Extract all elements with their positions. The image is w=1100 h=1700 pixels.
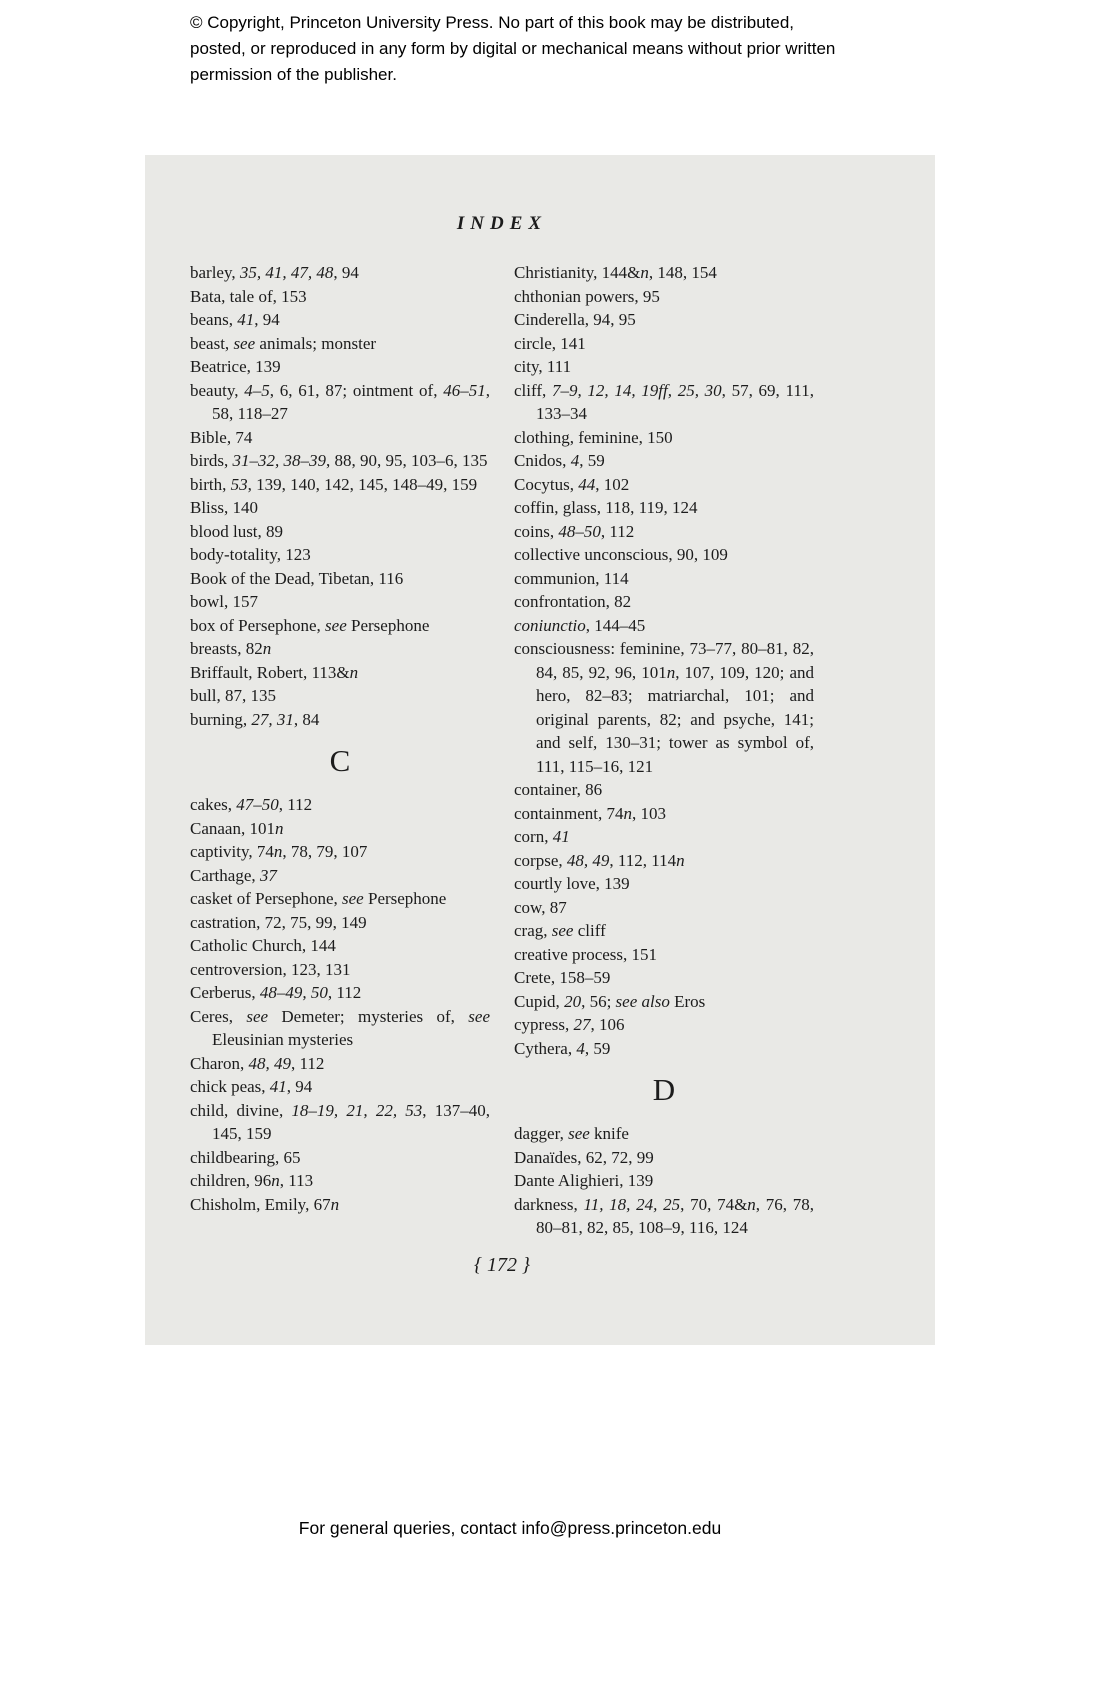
index-entry: burning, 27, 31, 84 [190,709,320,729]
index-entry: Cocytus, 44, 102 [514,474,630,494]
index-entry: containment, 74n, 103 [514,803,667,823]
index-entry: Cinderella, 94, 95 [514,310,636,329]
index-entry: dagger, see knife [514,1124,629,1143]
index-column-left [190,261,490,1240]
index-entry: Bible, 74 [190,427,253,447]
index-entry: Bliss, 140 [190,498,259,517]
index-entry: confrontation, 82 [514,592,632,611]
section-heading-d: D [652,1072,676,1107]
index-entry: Book of the Dead, Tibetan, 116 [190,568,404,588]
index-entry: beans, 41, 94 [190,310,280,329]
page-number: { 172 } [474,1253,530,1276]
index-entry: captivity, 74n, 78, 79, 107 [190,842,368,861]
index-entry: clothing, feminine, 150 [514,427,673,447]
index-entry: Beatrice, 139 [190,357,281,376]
index-entry: crag, see cliff [514,921,606,940]
index-entry: barley, 35, 41, 47, 48, 94 [190,263,359,282]
index-entry: bowl, 157 [190,592,258,611]
index-entry: Canaan, 101n [190,818,284,838]
index-columns [190,261,814,1240]
index-entry: blood lust, 89 [190,521,284,541]
index-entry: corpse, 48, 49, 112, 114n [514,850,685,870]
index-entry: Cnidos, 4, 59 [514,451,605,470]
index-entry: Dante Alighieri, 139 [514,1171,654,1190]
index-entry: Chisholm, Emily, 67n [190,1194,340,1214]
index-entry: cliff, 7–9, 12, 14, 19ff, 25, 30, 57, 69, 111, 133–34 [514,380,814,423]
index-entry: castration, 72, 75, 99, 149 [190,912,367,932]
index-entry: birds, 31–32, 38–39, 88, 90, 95, 103–6, 135 [190,451,488,470]
scanned-page-content [190,213,814,1277]
index-entry: children, 96n, 113 [190,1171,314,1190]
copyright-notice: © Copyright, Princeton University Press. No part of this book may be distributed, posted, or reproduced in any form by digital or mechanical means without prior written permission of the publisher. [190,13,836,84]
index-entry: Catholic Church, 144 [190,936,336,955]
index-entry: city, 111 [514,357,572,376]
index-entry: Ceres, see Demeter; mysteries of, see Eleusinian mysteries [190,1006,490,1049]
index-entry: Danaïdes, 62, 72, 99 [514,1147,654,1167]
index-entry: chick peas, 41, 94 [190,1077,313,1096]
index-entry: centroversion, 123, 131 [190,959,351,979]
index-entry: communion, 114 [514,568,629,588]
index-entry: consciousness: feminine, 73–77, 80–81, 82, 84, 85, 92, 96, 101n, 107, 109, 120; and hero, 82–83; matriarchal, 101; and original parents, 82; and psyche, 141; and self, 130–31; tower as symbol of, 111, 115–16, 121 [514,639,814,776]
index-entry: Charon, 48, 49, 112 [190,1053,325,1073]
index-entry: courtly love, 139 [514,874,630,893]
index-entry: casket of Persephone, see Persephone [190,889,447,908]
index-column-right [514,261,814,1240]
index-entry: beast, see animals; monster [190,333,377,353]
index-entry: container, 86 [514,780,603,799]
index-entry: breasts, 82n [190,639,272,658]
index-entry: collective unconscious, 90, 109 [514,545,728,564]
index-entry: body-totality, 123 [190,545,311,564]
index-entry: beauty, 4–5, 6, 61, 87; ointment of, 46–51, 58, 118–27 [190,380,490,423]
index-entry: darkness, 11, 18, 24, 25, 70, 74&n, 76, 78, 80–81, 82, 85, 108–9, 116, 124 [514,1194,814,1237]
index-title: INDEX [456,213,548,234]
index-entry: box of Persephone, see Persephone [190,615,430,635]
index-entry: circle, 141 [514,333,586,353]
index-entry: coffin, glass, 118, 119, 124 [514,498,698,517]
index-entry: Cerberus, 48–49, 50, 112 [190,983,362,1002]
index-entry: Christianity, 144&n, 148, 154 [514,263,717,282]
index-entry: birth, 53, 139, 140, 142, 145, 148–49, 159 [190,474,478,494]
index-entry: Crete, 158–59 [514,968,611,987]
index-entry: chthonian powers, 95 [514,286,660,306]
index-entry: creative process, 151 [514,944,658,964]
index-entry: bull, 87, 135 [190,686,276,705]
index-entry: child, divine, 18–19, 21, 22, 53, 137–40, 145, 159 [190,1100,491,1143]
footer-contact: For general queries, contact info@press.princeton.edu [298,1518,722,1538]
index-entry: Briffault, Robert, 113&n [190,662,359,682]
index-entry: Cupid, 20, 56; see also Eros [514,991,706,1011]
index-entry: cow, 87 [514,897,567,917]
section-heading-c: C [329,743,351,778]
index-entry: Cythera, 4, 59 [514,1038,611,1058]
index-entry: Bata, tale of, 153 [190,286,307,306]
index-entry: Carthage, 37 [190,865,277,885]
index-entry: coniunctio, 144–45 [514,615,646,635]
index-entry: cakes, 47–50, 112 [190,795,313,814]
scanned-page [145,155,935,1345]
index-entry: childbearing, 65 [190,1147,301,1167]
index-entry: coins, 48–50, 112 [514,521,635,541]
index-entry: corn, 41 [514,827,570,846]
index-entry: cypress, 27, 106 [514,1015,625,1034]
